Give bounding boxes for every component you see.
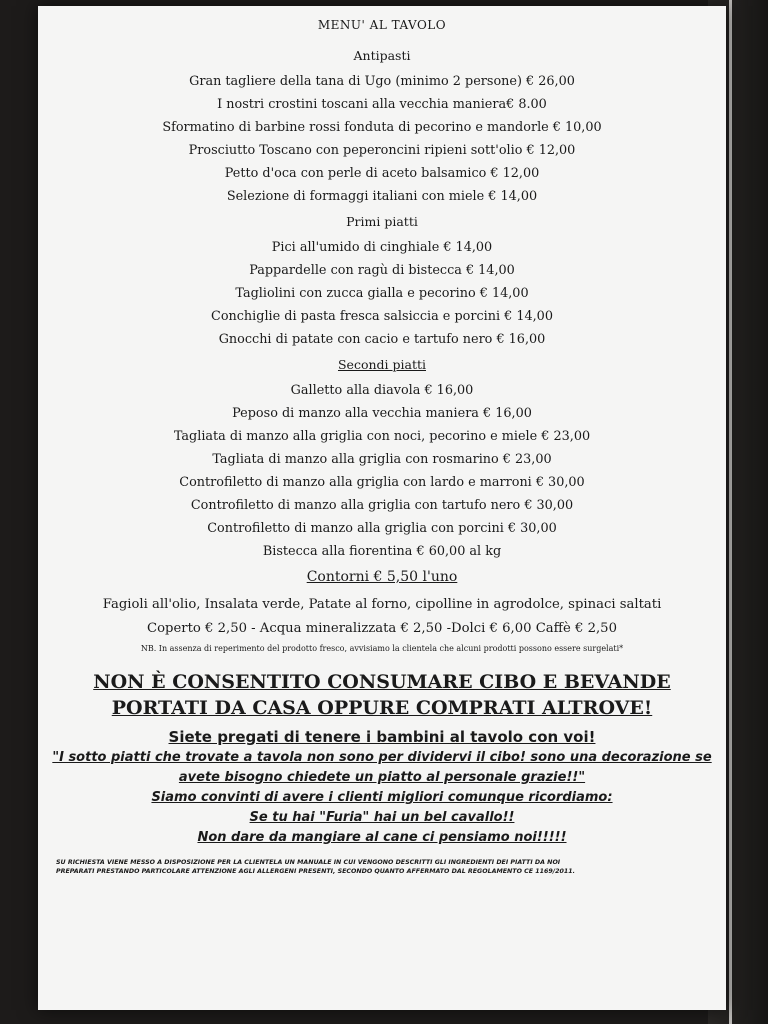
menu-item: Controfiletto di manzo alla griglia con tartufo nero € 30,00	[190, 498, 574, 513]
allergen-line: PREPARATI PRESTANDO PARTICOLARE ATTENZIONE AGLI ALLERGENI PRESENTI, SECONDO QUANTO AFFERMATO DAL REGOLAMENTO CE 1169/2011.	[56, 868, 575, 875]
menu-item: Tagliolini con zucca gialla e pecorino € 14,00	[235, 286, 529, 301]
menu-sheet	[38, 6, 726, 1010]
primi-list	[38, 236, 726, 351]
menu-item: Prosciutto Toscano con peperoncini ripieni sott'olio € 12,00	[188, 143, 576, 158]
menu-item: Gran tagliere della tana di Ugo (minimo 2 persone) € 26,00	[189, 74, 575, 89]
nb-note: NB. In assenza di reperimento del prodotto fresco, avvisiamo la clientela che alcuni prodotti possono essere surgelati*	[140, 644, 624, 653]
menu-item: Tagliata di manzo alla griglia con noci, pecorino e miele € 23,00	[173, 429, 591, 444]
menu-item: Controfiletto di manzo alla griglia con lardo e marroni € 30,00	[179, 475, 585, 490]
menu-item: I nostri crostini toscani alla vecchia maniera€ 8.00	[217, 97, 547, 112]
notice-line: NON È CONSENTITO CONSUMARE CIBO E BEVANDE	[93, 671, 671, 693]
allergen-notice	[56, 858, 726, 876]
section-heading-contorni: Contorni € 5,50 l'uno	[306, 569, 458, 585]
house-rule-line: Se tu hai "Furia" hai un bel cavallo!!	[249, 810, 515, 825]
menu-item: Gnocchi di patate con cacio e tartufo nero € 16,00	[218, 332, 546, 347]
house-rules	[38, 727, 726, 848]
menu-content	[38, 16, 726, 876]
menu-title: MENU' AL TAVOLO	[317, 18, 447, 32]
house-rule-line: avete bisogno chiedete un piatto al personale grazie!!"	[178, 770, 586, 785]
menu-item: Conchiglie di pasta fresca salsiccia e porcini € 14,00	[211, 309, 553, 324]
house-rule-line: "I sotto piatti che trovate a tavola non sono per dividervi il cibo! sono una decorazione se	[52, 750, 712, 765]
secondi-list	[38, 379, 726, 563]
house-rule-line: Non dare da mangiare al cane ci pensiamo noi!!!!!	[197, 830, 567, 845]
section-heading-primi: Primi piatti	[346, 214, 418, 229]
menu-item: Peposo di manzo alla vecchia maniera € 16,00	[232, 406, 532, 421]
menu-item: Sformatino di barbine rossi fonduta di pecorino e mandorle € 10,00	[162, 120, 602, 135]
menu-item: Tagliata di manzo alla griglia con rosmarino € 23,00	[212, 452, 552, 467]
coperto-line: Coperto € 2,50 - Acqua mineralizzata € 2,50 -Dolci € 6,00 Caffè € 2,50	[147, 621, 617, 636]
menu-item: Pici all'umido di cinghiale € 14,00	[271, 240, 493, 255]
children-notice: Siete pregati di tenere i bambini al tavolo con voi!	[168, 728, 596, 746]
menu-item: Selezione di formaggi italiani con miele € 14,00	[226, 189, 538, 204]
binder-page-edge	[729, 0, 732, 1024]
contorni-list: Fagioli all'olio, Insalata verde, Patate al forno, cipolline in agrodolce, spinaci saltati	[102, 597, 662, 612]
menu-item: Petto d'oca con perle di aceto balsamico € 12,00	[224, 166, 540, 181]
notice-no-outside-food	[38, 669, 726, 721]
notice-line: PORTATI DA CASA OPPURE COMPRATI ALTROVE!	[111, 697, 653, 719]
menu-item: Pappardelle con ragù di bistecca € 14,00	[249, 263, 515, 278]
section-heading-secondi: Secondi piatti	[337, 357, 426, 372]
section-heading-antipasti: Antipasti	[353, 48, 411, 63]
allergen-line: SU RICHIESTA VIENE MESSO A DISPOSIZIONE PER LA CLIENTELA UN MANUALE IN CUI VENGONO DESCRITTI GLI INGREDIENTI DEI PIATTI DA NOI	[56, 859, 561, 866]
antipasti-list	[38, 70, 726, 208]
house-rule-line: Siamo convinti di avere i clienti migliori comunque ricordiamo:	[151, 790, 613, 805]
menu-item: Galletto alla diavola € 16,00	[290, 383, 474, 398]
menu-item: Controfiletto di manzo alla griglia con porcini € 30,00	[207, 521, 557, 536]
menu-item: Bistecca alla fiorentina € 60,00 al kg	[262, 544, 502, 559]
